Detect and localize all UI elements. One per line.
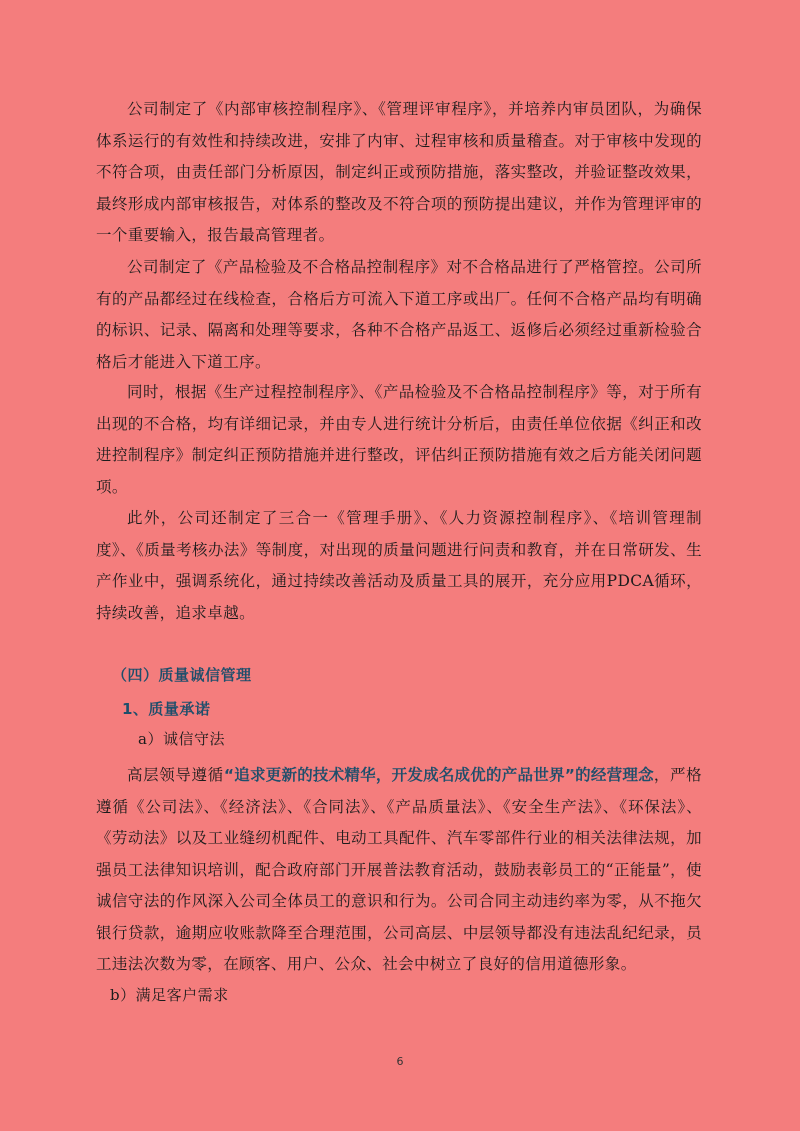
section-heading: （四）质量诚信管理	[112, 666, 252, 684]
subsection-heading: 1、质量承诺	[122, 700, 211, 718]
page-number: 6	[396, 1055, 404, 1068]
business-philosophy-emphasis: “追求更新的技术精华，开发成名成优的产品世界”的经营理念	[223, 766, 654, 784]
paragraph-integrity-commitment	[96, 760, 702, 981]
paragraph-corrective-action: 同时，根据《生产过程控制程序》、《产品检验及不合格品控制程序》等，对于所有出现的不合格，均有详细记录，并由专人进行统计分析后，由责任单位依据《纠正和改进控制程序》制定纠正预防措施并进行整改，评估纠正预防措施有效之后方能关闭问题项。	[96, 383, 702, 496]
paragraph-internal-audit: 公司制定了《内部审核控制程序》、《管理评审程序》，并培养内审员团队，为确保体系运行的有效性和持续改进，安排了内审、过程审核和质量稽查。对于审核中发现的不符合项，由责任部门分析原因，制定纠正或预防措施，落实整改，并验证整改效果，最终形成内部审核报告，对体系的整改及不符合项的预防提出建议，并作为管理评审的一个重要输入，报告最高管理者。	[96, 100, 702, 244]
item-a-heading: a）诚信守法	[138, 730, 225, 748]
item-b-heading: b）满足客户需求	[110, 986, 229, 1004]
paragraph-management-system: 此外，公司还制定了三合一《管理手册》、《人力资源控制程序》、《培训管理制度》、《质量考核办法》等制度，对出现的质量问题进行问责和教育，并在日常研发、生产作业中，强调系统化，通过持续改善活动及质量工具的展开，充分应用PDCA循环，持续改善，追求卓越。	[96, 509, 702, 622]
integrity-text-after: ，严格遵循《公司法》、《经济法》、《合同法》、《产品质量法》、《安全生产法》、《环保法》、《劳动法》以及工业缝纫机配件、电动工具配件、汽车零部件行业的相关法律法规，加强员工法律知识培训，配合政府部门开展普法教育活动，鼓励表彰员工的“正能量”，使诚信守法的作风深入公司全体员工的意识和行为。公司合同主动违约率为零，从不拖欠银行贷款，逾期应收账款降至合理范围，公司高层、中层领导都没有违法乱纪纪录，员工违法次数为零，在顾客、用户、公众、社会中树立了良好的信用道德形象。	[96, 766, 703, 973]
paragraph-nonconforming-control: 公司制定了《产品检验及不合格品控制程序》对不合格品进行了严格管控。公司所有的产品都经过在线检查，合格后方可流入下道工序或出厂。任何不合格产品均有明确的标识、记录、隔离和处理等要求，各种不合格产品返工、返修后必须经过重新检验合格后才能进入下道工序。	[96, 258, 702, 371]
integrity-text-before: 高层领导遵循	[127, 766, 224, 784]
